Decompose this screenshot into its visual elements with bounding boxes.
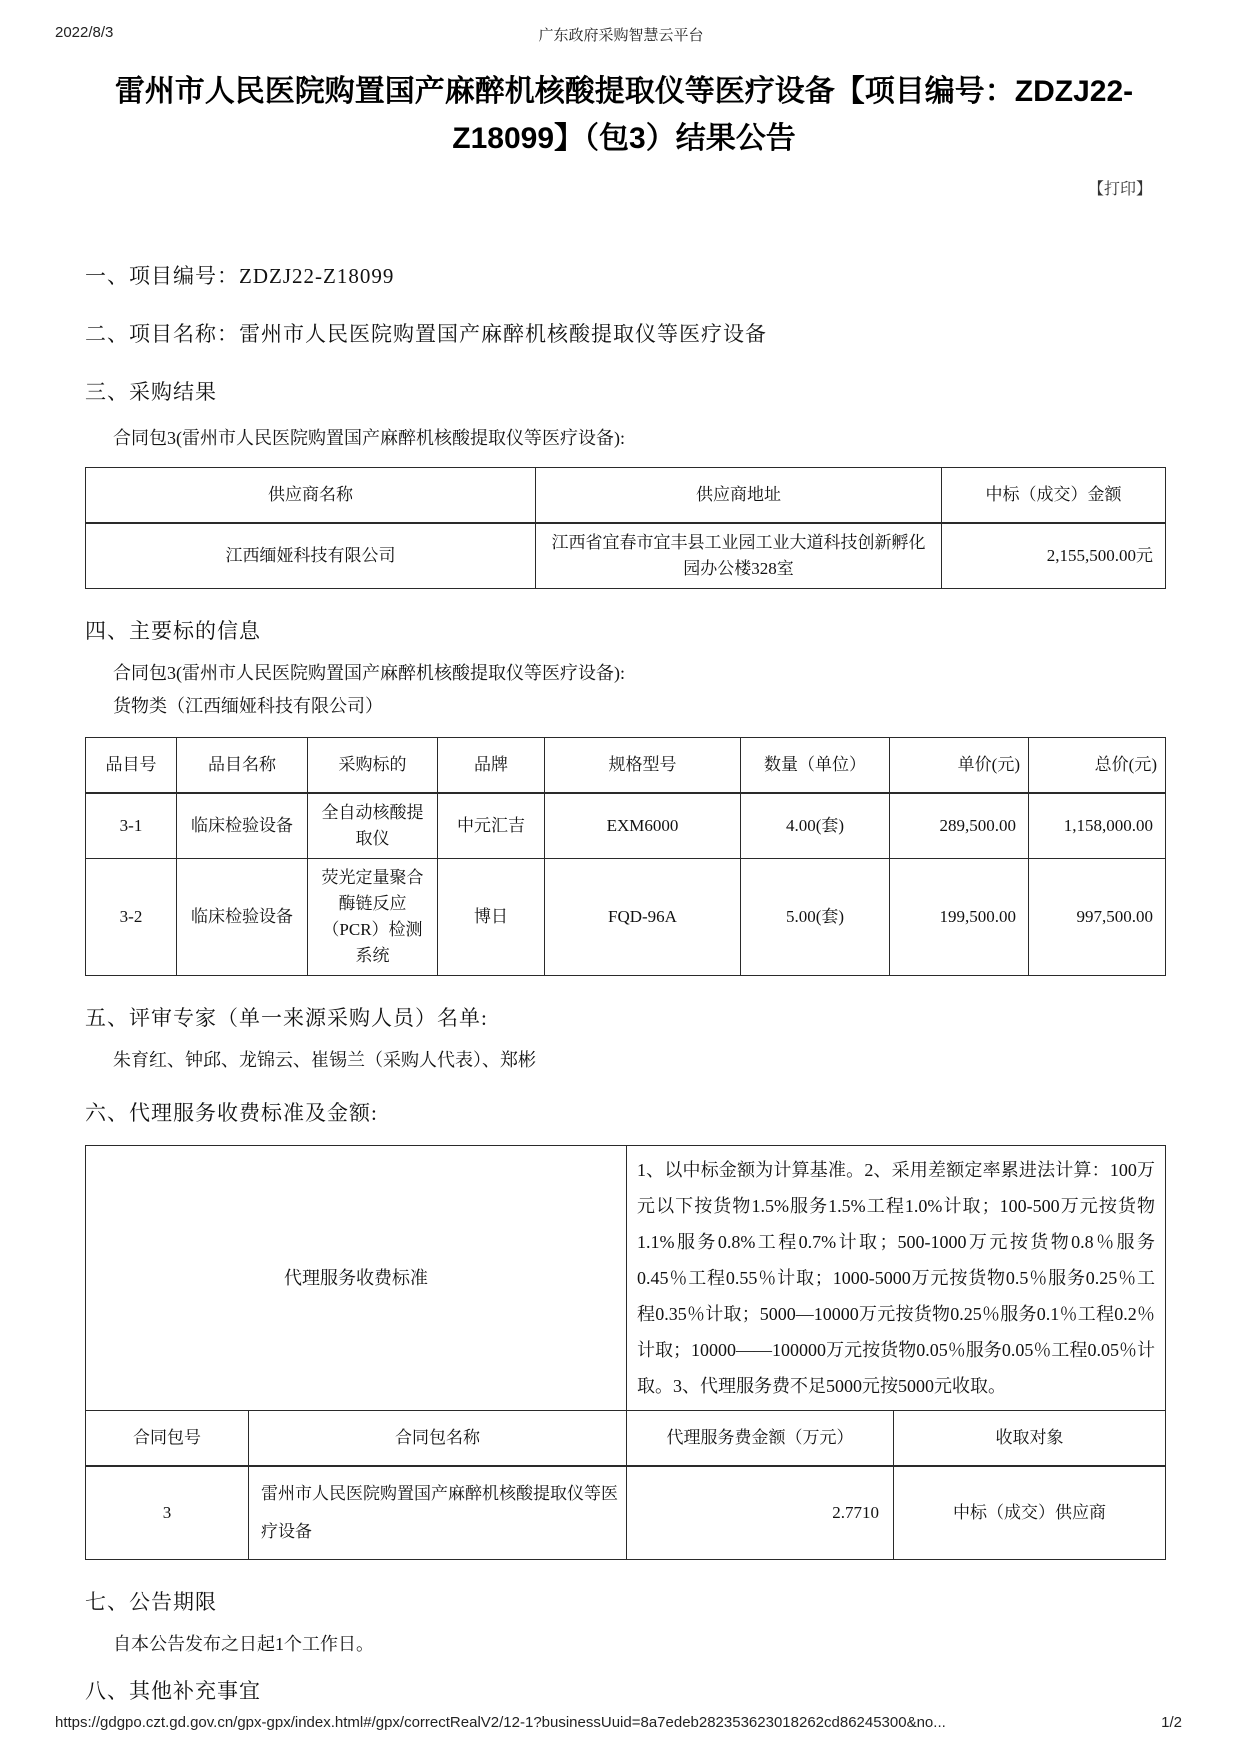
item-name-cell: 临床检验设备 <box>177 859 308 976</box>
supplier-name-cell: 江西缅娅科技有限公司 <box>86 523 536 589</box>
model-cell: EXM6000 <box>545 793 741 859</box>
print-button[interactable]: 【打印】 <box>1087 181 1152 198</box>
fee-amount-cell: 2.7710 <box>627 1466 894 1560</box>
col-procurement-target: 采购标的 <box>308 738 438 794</box>
item-no-cell: 3-2 <box>86 859 177 976</box>
site-title: 广东政府采购智慧云平台 <box>538 27 704 44</box>
col-fee-payer: 收取对象 <box>894 1411 1166 1467</box>
page-number: 1/2 <box>1161 1714 1182 1731</box>
target-cell: 荧光定量聚合酶链反应（PCR）检测系统 <box>308 859 438 976</box>
browser-print-header <box>55 24 1187 44</box>
col-award-amount: 中标（成交）金额 <box>942 468 1166 524</box>
subject-package-intro: 合同包3(雷州市人民医院购置国产麻醉机核酸提取仪等医疗设备): <box>113 663 625 683</box>
section-main-subject-info: 四、主要标的信息 <box>85 619 261 643</box>
table-row <box>86 523 1166 589</box>
table-row <box>86 793 1166 859</box>
table-header-row <box>86 468 1166 524</box>
fee-standard-row <box>86 1146 1166 1411</box>
col-total-price: 总价(元) <box>1029 738 1166 794</box>
brand-cell: 中元汇吉 <box>438 793 545 859</box>
browser-print-footer <box>55 1714 1182 1731</box>
print-date: 2022/8/3 <box>55 24 114 41</box>
section-project-name: 二、项目名称：雷州市人民医院购置国产麻醉机核酸提取仪等医疗设备 <box>85 322 767 346</box>
section-project-number: 一、项目编号：ZDZJ22-Z18099 <box>85 264 395 288</box>
col-quantity: 数量（单位） <box>741 738 890 794</box>
col-package-no: 合同包号 <box>86 1411 249 1467</box>
section-agency-fee: 六、代理服务收费标准及金额: <box>85 1101 378 1125</box>
fee-standard-text: 1、以中标金额为计算基准。2、采用差额定率累进法计算：100万元以下按货物1.5%服务1.5%工程1.0%计取；100-500万元按货物1.1%服务0.8%工程0.7%计取；500-1000万元按货物0.8％服务0.45％工程0.55％计取；1000-5000万元按货物0.5％服务0.25％工程0.35％计取；5000—10000万元按货物0.25％服务0.1％工程0.2％计取；10000——100000万元按货物0.05％服务0.05％工程0.05％计取。3、代理服务费不足5000元按5000元收取。 <box>627 1146 1166 1411</box>
col-model: 规格型号 <box>545 738 741 794</box>
col-package-name: 合同包名称 <box>249 1411 627 1467</box>
total-price-cell: 1,158,000.00 <box>1029 793 1166 859</box>
announcement-body <box>85 262 1165 1705</box>
subject-category: 货物类（江西缅娅科技有限公司） <box>113 696 383 716</box>
col-supplier-name: 供应商名称 <box>86 468 536 524</box>
package-no-cell: 3 <box>86 1466 249 1560</box>
package-name-cell: 雷州市人民医院购置国产麻醉机核酸提取仪等医疗设备 <box>249 1466 627 1560</box>
award-amount-cell: 2,155,500.00元 <box>942 523 1166 589</box>
col-item-name: 品目名称 <box>177 738 308 794</box>
section-review-experts: 五、评审专家（单一来源采购人员）名单: <box>85 1006 488 1030</box>
brand-cell: 博日 <box>438 859 545 976</box>
target-cell: 全自动核酸提取仪 <box>308 793 438 859</box>
item-name-cell: 临床检验设备 <box>177 793 308 859</box>
table-row <box>86 859 1166 976</box>
item-no-cell: 3-1 <box>86 793 177 859</box>
unit-price-cell: 199,500.00 <box>890 859 1029 976</box>
col-brand: 品牌 <box>438 738 545 794</box>
col-supplier-address: 供应商地址 <box>536 468 942 524</box>
announcement-period-text: 自本公告发布之日起1个工作日。 <box>113 1634 374 1654</box>
supplier-address-cell: 江西省宜春市宜丰县工业园工业大道科技创新孵化园办公楼328室 <box>536 523 942 589</box>
section-announcement-period: 七、公告期限 <box>85 1590 217 1614</box>
result-package-intro: 合同包3(雷州市人民医院购置国产麻醉机核酸提取仪等医疗设备): <box>113 428 625 448</box>
quantity-cell: 5.00(套) <box>741 859 890 976</box>
table-row <box>86 1466 1166 1560</box>
section-procurement-result: 三、采购结果 <box>85 380 217 404</box>
col-fee-amount: 代理服务费金额（万元） <box>627 1411 894 1467</box>
table-header-row <box>86 1411 1166 1467</box>
announcement-title: 雷州市人民医院购置国产麻醉机核酸提取仪等医疗设备【项目编号：ZDZJ22-Z18099】（包3）结果公告 <box>114 75 1134 155</box>
items-table <box>85 737 1166 976</box>
agency-fee-table <box>85 1145 1166 1560</box>
col-unit-price: 单价(元) <box>890 738 1029 794</box>
table-header-row <box>86 738 1166 794</box>
source-url: https://gdgpo.czt.gd.gov.cn/gpx-gpx/index.html#/gpx/correctRealV2/12-1?businessUuid=8a7edeb282353623018262cd86245300&no... <box>55 1714 946 1731</box>
col-item-no: 品目号 <box>86 738 177 794</box>
section-other-matters: 八、其他补充事宜 <box>85 1679 261 1703</box>
total-price-cell: 997,500.00 <box>1029 859 1166 976</box>
fee-payer-cell: 中标（成交）供应商 <box>894 1466 1166 1560</box>
unit-price-cell: 289,500.00 <box>890 793 1029 859</box>
quantity-cell: 4.00(套) <box>741 793 890 859</box>
model-cell: FQD-96A <box>545 859 741 976</box>
supplier-result-table <box>85 467 1166 589</box>
fee-standard-label: 代理服务收费标准 <box>86 1146 627 1411</box>
expert-names: 朱育红、钟邱、龙锦云、崔锡兰（采购人代表）、郑彬 <box>113 1050 536 1070</box>
